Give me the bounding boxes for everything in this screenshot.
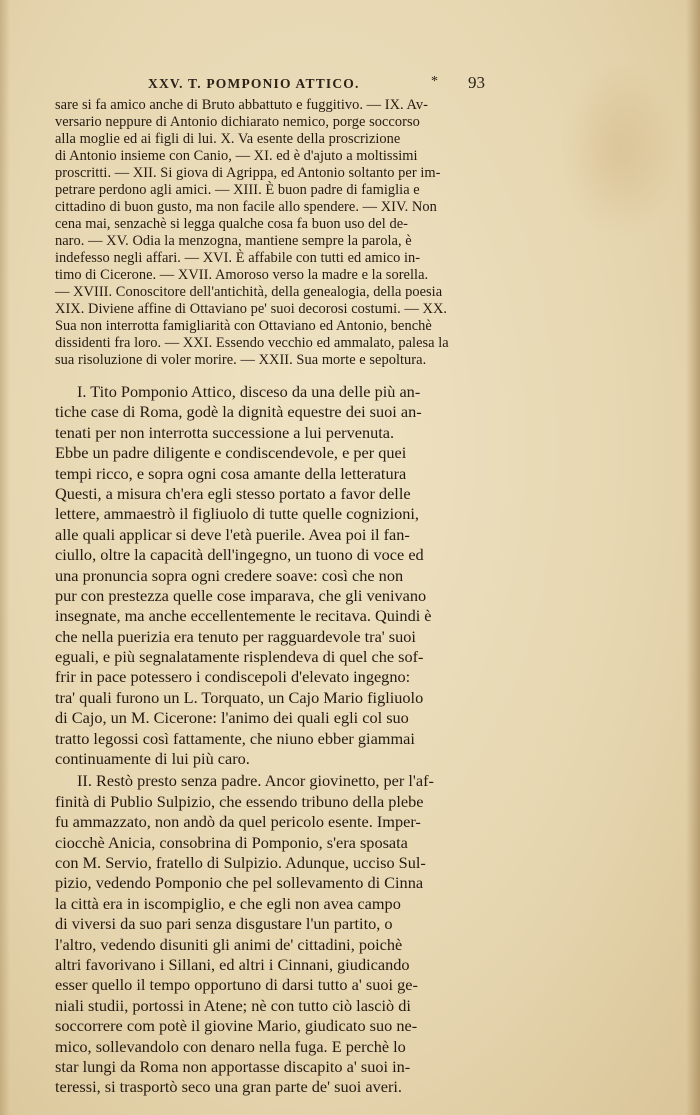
text-line: II. Restò presto senza padre. Ancor giovinetto, per l'af- bbox=[77, 771, 434, 791]
paragraph-2 bbox=[55, 771, 655, 1097]
running-head: XXV. T. POMPONIO ATTICO. bbox=[148, 76, 360, 91]
text-line: tempi ricco, e sopra ogni cosa amante della letteratura bbox=[55, 463, 407, 483]
text-line: eguali, e più segnalatamente risplendeva di quel che sof- bbox=[55, 647, 424, 667]
summary-line: petrare perdono agli amici. — XIII. È buon padre di famiglia e bbox=[55, 182, 420, 198]
text-line: pur con prestezza quelle cose imparava, che gli venivano bbox=[55, 585, 427, 605]
text-line: tra' quali furono un L. Torquato, un Cajo Mario figliuolo bbox=[55, 687, 424, 707]
text-line: tratto legossi così fattamente, che niuno ebber giammai bbox=[55, 728, 415, 748]
text-line: lettere, ammaestrò il figliuolo di tutte quelle cognizioni, bbox=[55, 504, 419, 524]
summary-line: sare si fa amico anche di Bruto abbattuto e fuggitivo. — IX. Av- bbox=[55, 97, 428, 113]
chapter-summary bbox=[55, 97, 655, 369]
text-line: insegnate, ma anche eccellentemente le recitava. Quindi è bbox=[55, 606, 432, 626]
page-left-shadow bbox=[0, 0, 10, 1115]
summary-line: — XVIII. Conoscitore dell'antichità, della genealogia, della poesia bbox=[55, 284, 443, 300]
summary-line: dissidenti fra loro. — XXI. Essendo vecchio ed ammalato, palesa la bbox=[55, 335, 449, 351]
text-line: la città era in iscompiglio, e che egli non avea campo bbox=[55, 893, 401, 913]
summary-line: cittadino di buon gusto, ma non facile allo spendere. — XIV. Non bbox=[55, 199, 437, 215]
text-line: finità di Publio Sulpizio, che essendo tribuno della plebe bbox=[55, 791, 424, 811]
page-right-shadow bbox=[686, 0, 700, 1115]
summary-line: naro. — XV. Odia la menzogna, mantiene sempre la parola, è bbox=[55, 233, 412, 249]
text-line: tenati per non interrotta successione a lui pervenuta. bbox=[55, 422, 395, 442]
paragraph-1 bbox=[55, 382, 655, 769]
summary-line: indefesso negli affari. — XVI. È affabile con tutti ed amico in- bbox=[55, 250, 421, 266]
text-line: di Cajo, un M. Cicerone: l'animo dei quali egli col suo bbox=[55, 708, 409, 728]
summary-line: di Antonio insieme con Canio, — XI. ed è d'ajuto a moltissimi bbox=[55, 148, 418, 164]
summary-line: alla moglie ed ai figli di lui. X. Va esente della proscrizione bbox=[55, 131, 401, 147]
text-line: continuamente di lui più caro. bbox=[55, 749, 250, 769]
text-line: pizio, vedendo Pomponio che pel sollevamento di Cinna bbox=[55, 873, 424, 893]
text-line: altri favorivano i Sillani, ed altri i Cinnani, giudicando bbox=[55, 954, 410, 974]
text-line: una pronuncia sopra ogni credere soave: così che non bbox=[55, 565, 404, 585]
text-line: di viversi da suo pari senza disgustare l'un partito, o bbox=[55, 914, 393, 934]
text-line: niali studii, portossi in Atene; nè con tutto ciò lasciò di bbox=[55, 995, 411, 1015]
summary-line: timo di Cicerone. — XVII. Amoroso verso la madre e la sorella. bbox=[55, 267, 429, 283]
page-header bbox=[148, 73, 498, 98]
text-line: frir in pace potessero i condiscepoli d'elevato ingegno: bbox=[55, 667, 411, 687]
text-line: tiche case di Roma, godè la dignità equestre dei suoi an- bbox=[55, 402, 422, 422]
text-line: fu ammazzato, non andò da quel pericolo esente. Imper- bbox=[55, 812, 421, 832]
ornament-mark: * bbox=[431, 74, 438, 89]
summary-line: sua risoluzione di voler morire. — XXII. Sua morte e sepoltura. bbox=[55, 352, 427, 368]
summary-line: XIX. Diviene affine di Ottaviano pe' suoi decorosi costumi. — XX. bbox=[55, 301, 448, 317]
text-line: ciullo, oltre la capacità dell'ingegno, un tuono di voce ed bbox=[55, 545, 424, 565]
text-line: teressi, si trasportò seco una gran parte de' suoi averi. bbox=[55, 1077, 402, 1097]
summary-line: versario neppure di Antonio dichiarato nemico, porge soccorso bbox=[55, 114, 420, 130]
text-line: star lungi da Roma non apportasse discapito a' suoi in- bbox=[55, 1056, 411, 1076]
text-line: che nella puerizia era tenuto per ragguardevole tra' suoi bbox=[55, 626, 416, 646]
text-line: Ebbe un padre diligente e condiscendevole, e per quei bbox=[55, 443, 407, 463]
text-line: l'altro, vedendo disuniti gli animi de' cittadini, poichè bbox=[55, 934, 403, 954]
text-line: soccorrere com potè il giovine Mario, giudicato suo ne- bbox=[55, 1016, 418, 1036]
summary-line: proscritti. — XII. Si giova di Agrippa, ed Antonio soltanto per im- bbox=[55, 165, 441, 181]
text-line: mico, sollevandolo con denaro nella fuga. E perchè lo bbox=[55, 1036, 406, 1056]
page-number: 93 bbox=[468, 73, 485, 92]
text-line: esser quello il tempo opportuno di darsi tutto a' suoi ge- bbox=[55, 975, 418, 995]
text-line: alle quali applicar si deve l'età puerile. Avea poi il fan- bbox=[55, 524, 410, 544]
text-line: I. Tito Pomponio Attico, disceso da una delle più an- bbox=[77, 382, 421, 401]
text-line: Questi, a misura ch'era egli stesso portato a favor delle bbox=[55, 483, 411, 503]
summary-line: Sua non interrotta famigliarità con Ottaviano ed Antonio, benchè bbox=[55, 318, 432, 334]
page-body bbox=[55, 97, 655, 1098]
text-line: con M. Servio, fratello di Sulpizio. Adunque, ucciso Sul- bbox=[55, 852, 426, 872]
text-line: ciocchè Anicia, consobrina di Pomponio, s'era sposata bbox=[55, 832, 408, 852]
summary-line: cena mai, senzachè si legga qualche cosa fa buon uso del de- bbox=[55, 216, 409, 232]
